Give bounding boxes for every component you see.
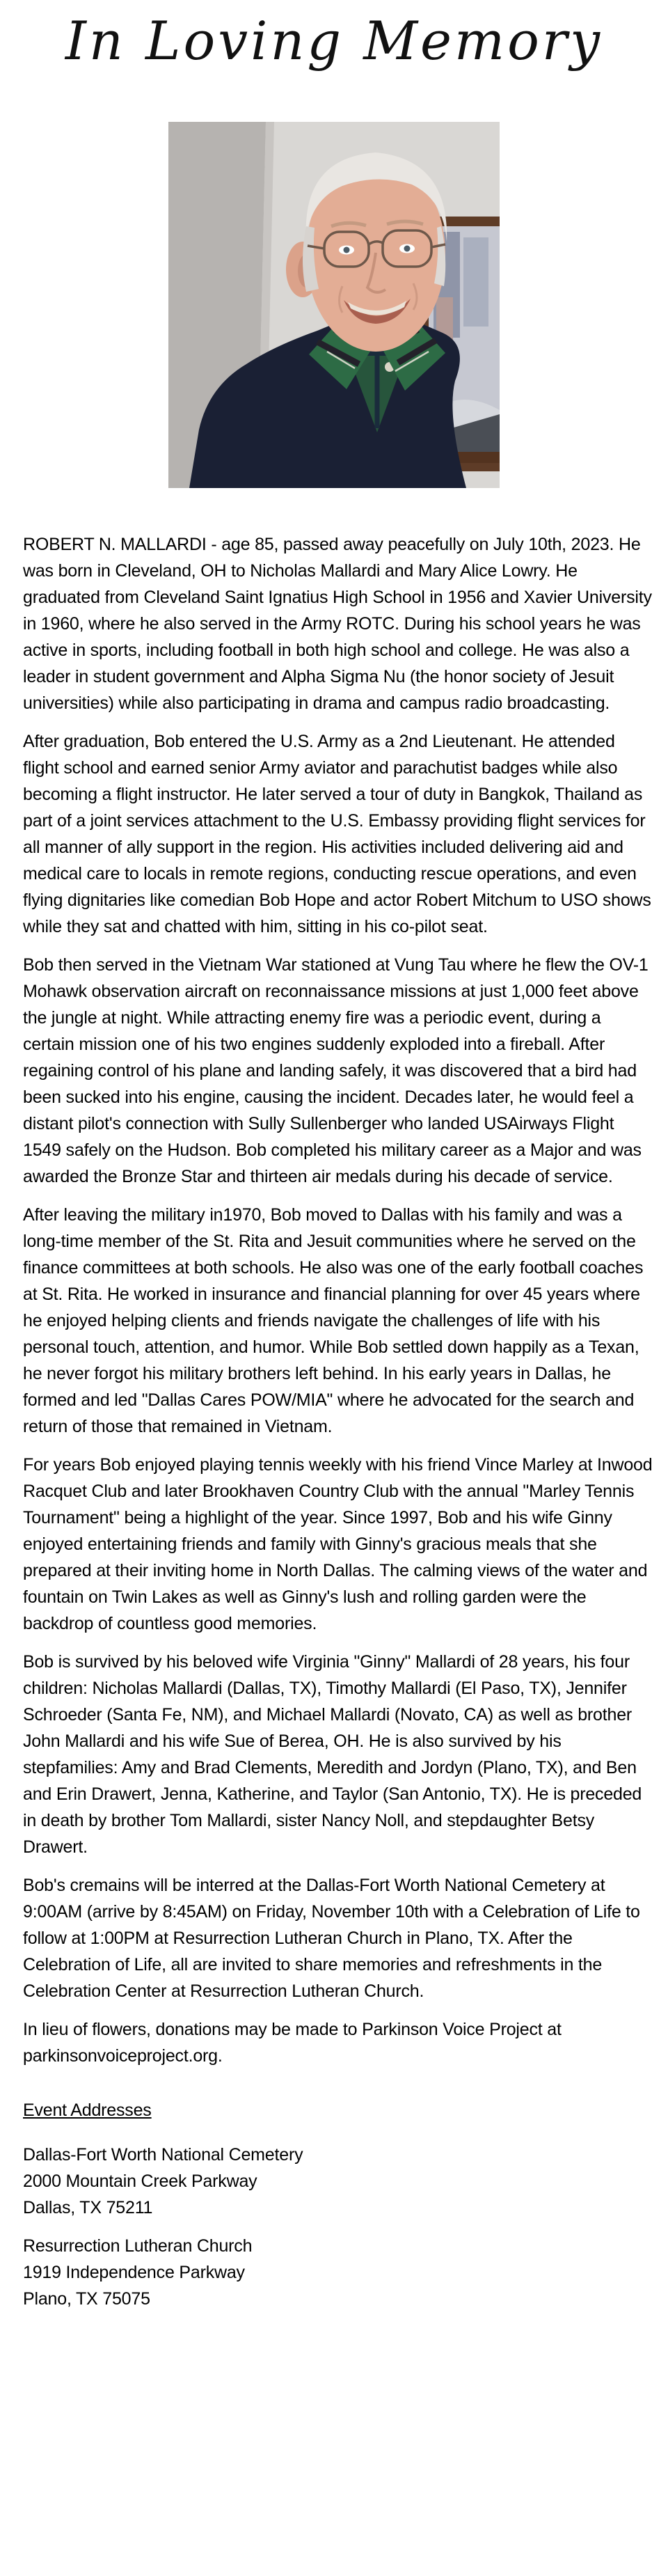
event-addresses-section <box>23 2097 653 2312</box>
obituary-paragraph-1: ROBERT N. MALLARDI - age 85, passed away peacefully on July 10th, 2023. He was born in Cleveland, OH to Nicholas Mallardi and Mary Alice Lowry. He graduated from Cleveland Saint Ignatius High School in 1956 and Xavier University in 1960, where he also served in the Army ROTC. During his school years he was active in sports, including football in both high school and college. He was also a leader in student government and Alpha Sigma Nu (the honor society of Jesuit universities) while also participating in drama and campus radio broadcasting. <box>23 534 652 713</box>
address-city: Plano, TX 75075 <box>23 2288 150 2309</box>
obituary-paragraph-3: Bob then served in the Vietnam War stationed at Vung Tau where he flew the OV-1 Mohawk observation aircraft on reconnaissance missions at just 1,000 feet above the jungle at night. While attracting enemy fire was a periodic event, during a certain mission one of his two engines suddenly exploded into a fireball. After regaining control of his plane and landing safely, it was discovered that a bird had been sucked into his engine, causing the incident. Decades later, he would feel a distant pilot's connection with Sully Sullenberger who landed USAirways Flight 1549 safely on the Hudson. Bob completed his military career as a Major and was awarded the Bronze Star and thirteen air medals during his decade of service. <box>23 955 649 1186</box>
portrait-photo-illustration <box>168 122 500 488</box>
obituary-paragraph-2: After graduation, Bob entered the U.S. Army as a 2nd Lieutenant. He attended flight school and earned senior Army aviator and parachutist badges while also becoming a flight instructor. He later served a tour of duty in Bangkok, Thailand as part of a joint services attachment to the U.S. Embassy providing flight services for all manner of ally support in the region. His activities included delivering aid and medical care to locals in remote regions, conducting rescue operations, and even flying dignitaries like comedian Bob Hope and actor Robert Mitchum to USO shows while they sat and chatted with him, sitting in his co-pilot seat. <box>23 731 651 936</box>
obituary-paragraph-4: After leaving the military in1970, Bob moved to Dallas with his family and was a long-time member of the St. Rita and Jesuit communities where he served on the finance committees at both schools. He also was one of the early football coaches at St. Rita. He worked in insurance and financial planning for over 45 years where he enjoyed helping clients and friends navigate the challenges of life with his personal touch, attention, and humor. While Bob settled down happily as a Texan, he never forgot his military brothers left behind. In his early years in Dallas, he formed and led "Dallas Cares POW/MIA" where he advocated for the search and return of those that remained in Vietnam. <box>23 1204 644 1436</box>
address-street: 1919 Independence Parkway <box>23 2262 245 2282</box>
obituary-paragraph-5: For years Bob enjoyed playing tennis weekly with his friend Vince Marley at Inwood Racquet Club and later Brookhaven Country Club with the annual "Marley Tennis Tournament" being a highlight of the year. Since 1997, Bob and his wife Ginny enjoyed entertaining friends and family with Ginny's gracious meals that she prepared at their inviting home in North Dallas. The calming views of the water and fountain on Twin Lakes as well as Ginny's lush and rolling garden were the backdrop of countless good memories. <box>23 1454 653 1633</box>
portrait-photo <box>168 122 500 488</box>
obituary-paragraph-6: Bob is survived by his beloved wife Virginia "Ginny" Mallardi of 28 years, his four children: Nicholas Mallardi (Dallas, TX), Timothy Mallardi (El Paso, TX), Jennifer Schroeder (Santa Fe, NM), and Michael Mallardi (Novato, CA) as well as brother John Mallardi and his wife Sue of Berea, OH. He is also survived by his stepfamilies: Amy and Brad Clements, Meredith and Jordyn (Plano, TX), and Ben and Erin Drawert, Jenna, Katherine, and Taylor (San Antonio, TX). He is preceded in death by brother Tom Mallardi, sister Nancy Noll, and stepdaughter Betsy Drawert. <box>23 1651 642 1857</box>
address-church <box>23 2233 653 2312</box>
event-addresses-heading: Event Addresses <box>23 2100 152 2120</box>
obituary-paragraph-7: Bob's cremains will be interred at the Dallas-Fort Worth National Cemetery at 9:00AM (arrive by 8:45AM) on Friday, November 10th with a Celebration of Life to follow at 1:00PM at Resurrection Lutheran Church in Plano, TX. After the Celebration of Life, all are invited to share memories and refreshments in the Celebration Center at Resurrection Lutheran Church. <box>23 1875 640 2001</box>
address-street: 2000 Mountain Creek Parkway <box>23 2171 257 2191</box>
address-name: Resurrection Lutheran Church <box>23 2236 253 2256</box>
address-name: Dallas-Fort Worth National Cemetery <box>23 2144 303 2165</box>
memorial-title: In Loving Memory <box>65 10 603 72</box>
address-cemetery <box>23 2142 653 2221</box>
obituary-paragraph-8: In lieu of flowers, donations may be made to Parkinson Voice Project at parkinsonvoiceproject.org. <box>23 2019 562 2066</box>
address-city: Dallas, TX 75211 <box>23 2197 153 2217</box>
obituary-text <box>23 531 653 2069</box>
